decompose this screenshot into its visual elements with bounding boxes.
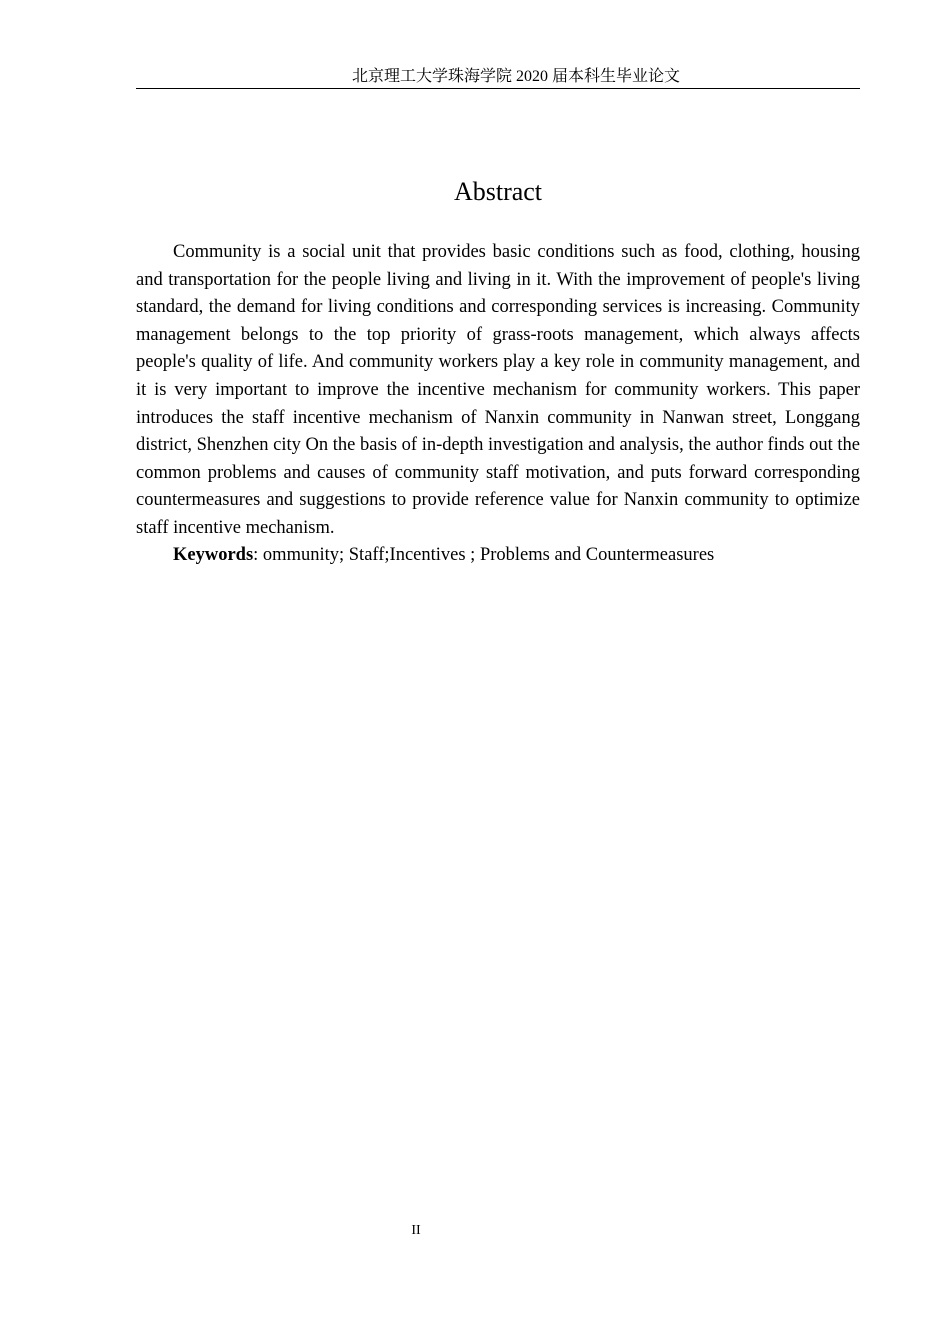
abstract-body: Community is a social unit that provides basic conditions such as food, clothing, housing and transportation for the people living and living in it. With the improvement of people's living standard, the demand for living conditions and corresponding services is increasing. Community management belongs to the top priority of grass-roots management, which always affects people's quality of life. And community workers play a key role in community management, and it is very important to improve the incentive mechanism for community workers. This paper introduces the staff incentive mechanism of Nanxin community in Nanwan street, Longgang district, Shenzhen city On the basis of in-depth investigation and analysis, the author finds out the common problems and causes of community staff motivation, and puts forward corresponding countermeasures and suggestions to provide reference value for Nanxin community to optimize staff incentive mechanism. — [136, 242, 860, 538]
keywords-label: Keywords — [173, 545, 254, 565]
page-number: II — [411, 1223, 421, 1238]
running-header-text: 北京理工大学珠海学院 2020 届本科生毕业论文 — [351, 68, 680, 85]
running-header — [136, 66, 860, 89]
keywords-text: : ommunity; Staff;Incentives ; Problems and Countermeasures — [253, 545, 715, 565]
keywords-line — [136, 542, 860, 570]
abstract-title: Abstract — [453, 177, 543, 206]
